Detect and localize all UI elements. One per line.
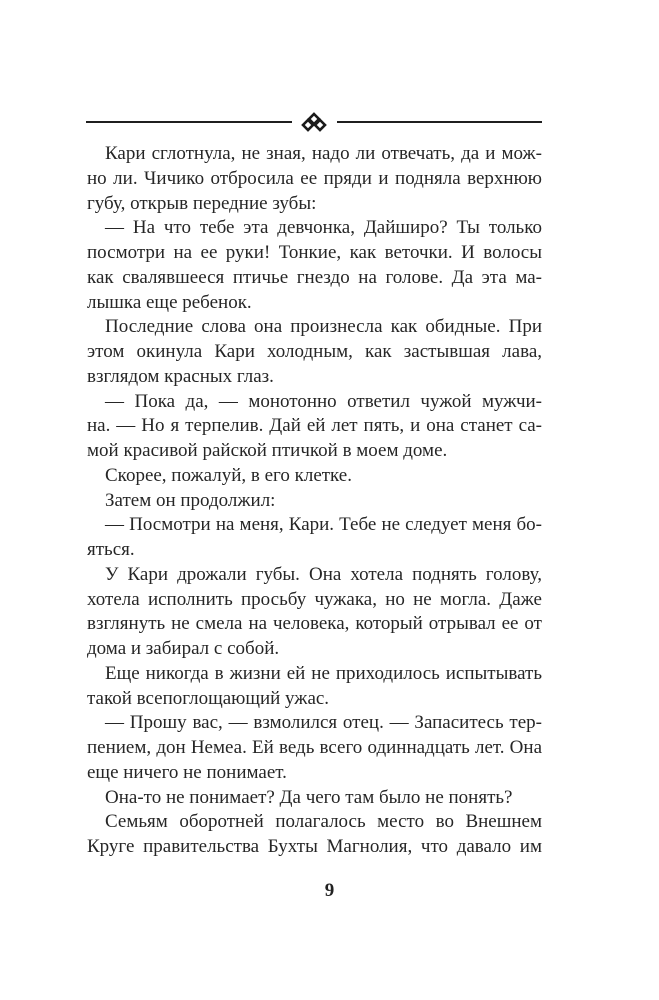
- text-line: этом окинула Кари холодным, как застывшая лава,: [87, 341, 542, 362]
- triple-diamond-icon: [298, 112, 330, 134]
- text-line: взглянуть не смела на человека, который отрывал ее от: [87, 613, 542, 635]
- text-line: Она-то не понимает? Да чего там было не понять?: [105, 786, 513, 808]
- chapter-header-rule: [86, 112, 542, 132]
- text-line: Кари сглотнула, не зная, надо ли отвечать, да и мож-: [105, 143, 542, 164]
- text-line: Круге правительства Бухты Магнолия, что давало им: [87, 836, 542, 857]
- text-line: — Посмотри на меня, Кари. Тебе не следует меня бо-: [105, 514, 542, 536]
- text-line: мой красивой райской птичкой в моем доме.: [87, 440, 448, 461]
- text-line: посмотри на ее руки! Тонкие, как веточки. И волосы: [87, 242, 542, 263]
- text-line: но ли. Чичико отбросила ее пряди и подняла верхнюю: [87, 167, 542, 189]
- text-line: на. — Но я терпелив. Дай ей лет пять, и она станет са-: [87, 415, 542, 437]
- text-line: дома и забирал с собой.: [87, 638, 280, 659]
- text-line: пением, дон Немеа. Ей ведь всего одиннадцать лет. Она: [87, 737, 542, 758]
- text-line: — Пока да, — монотонно ответил чужой мужчи-: [105, 390, 542, 412]
- text-line: яться.: [87, 539, 135, 560]
- text-line: У Кари дрожали губы. Она хотела поднять голову,: [105, 563, 542, 585]
- rule-line-right: [337, 121, 542, 123]
- page-number: 9: [324, 880, 335, 901]
- text-line: — Прошу вас, — взмолился отец. — Запаситесь тер-: [105, 712, 542, 734]
- text-line: Семьям оборотней полагалось место во Внешнем: [105, 811, 542, 833]
- text-line: — На что тебе эта девчонка, Дайширо? Ты только: [105, 217, 542, 239]
- text-line: еще ничего не понимает.: [87, 761, 287, 783]
- rule-line-left: [86, 121, 292, 123]
- body-text: [87, 142, 542, 860]
- text-line: взглядом красных глаз.: [87, 365, 274, 387]
- text-line: Последние слова она произнесла как обидные. При: [105, 316, 542, 338]
- text-line: хотела исполнить просьбу чужака, но не могла. Даже: [87, 588, 542, 610]
- text-line: Скорее, пожалуй, в его клетке.: [105, 464, 352, 486]
- text-line: как свалявшееся птичье гнездо на голове. Да эта ма-: [87, 266, 542, 288]
- text-line: губу, открыв передние зубы:: [87, 192, 317, 214]
- text-line: Еще никогда в жизни ей не приходилось испытывать: [105, 662, 542, 684]
- text-line: такой всепоглощающий ужас.: [87, 687, 330, 709]
- text-line: лышка еще ребенок.: [87, 291, 252, 313]
- text-line: Затем он продолжил:: [105, 489, 276, 511]
